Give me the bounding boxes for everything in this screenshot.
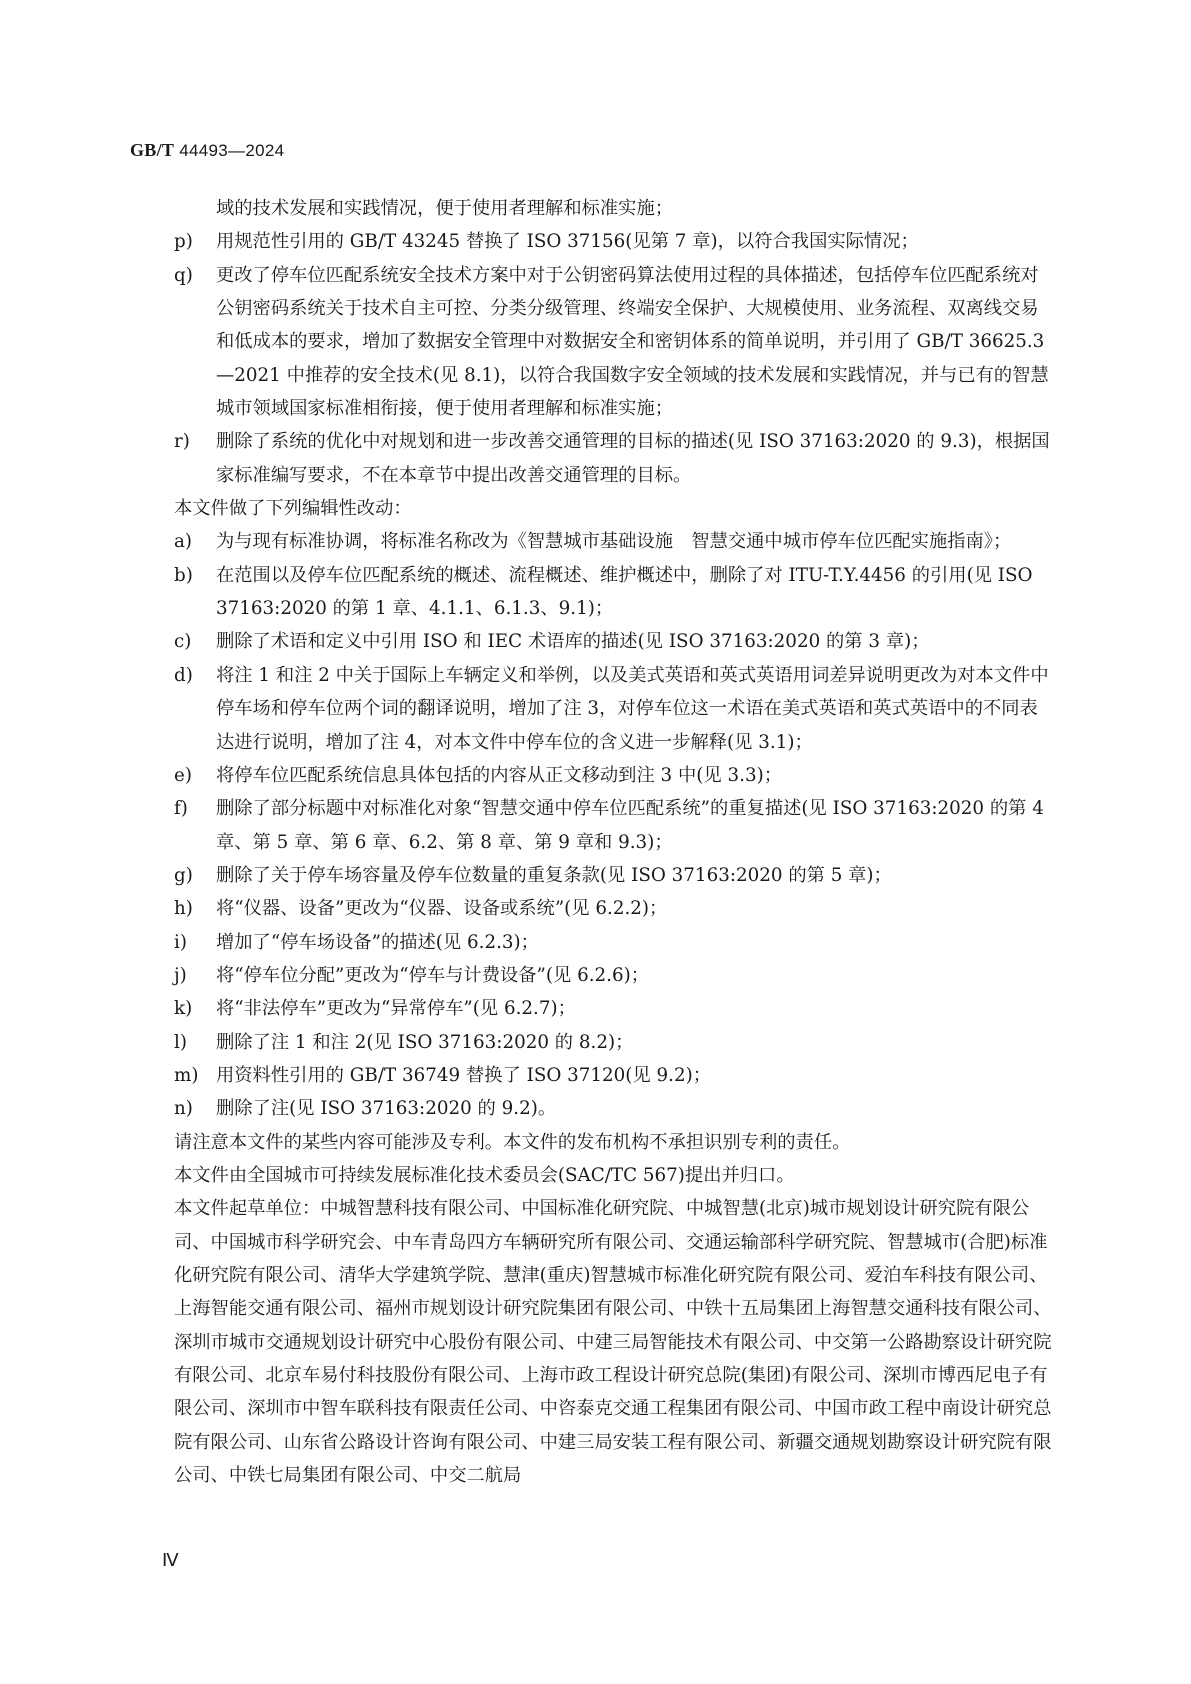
- list-item-text: 为与现有标准协调，将标准名称改为《智慧城市基础设施 智慧交通中城市停车位匹配实施指南》；: [216, 531, 1012, 553]
- list-item: [174, 659, 1052, 759]
- list-item: [174, 259, 1052, 426]
- list-item-text: 删除了注 1 和注 2(见 ISO 37163:2020 的 8.2)；: [216, 1031, 634, 1053]
- list-item: [174, 959, 1052, 992]
- list-item: [174, 926, 1052, 959]
- list-item: [174, 1059, 1052, 1092]
- list-item: [174, 425, 1052, 492]
- list-item-text: 删除了系统的优化中对规划和进一步改善交通管理的目标的描述(见 ISO 37163:2020 的 9.3)，根据国家标准编写要求，不在本章节中提出改善交通管理的目标。: [216, 431, 1050, 486]
- list-item-text: 删除了部分标题中对标准化对象“智慧交通中停车位匹配系统”的重复描述(见 ISO 37163:2020 的第 4 章、第 5 章、第 6 章、6.2、第 8 章、第 9 章和 9.3)；: [216, 798, 1044, 853]
- list-item-label: m): [174, 1064, 199, 1086]
- list-item: [174, 525, 1052, 558]
- list-item: [174, 859, 1052, 892]
- standard-id-number: 44493—2024: [179, 141, 285, 160]
- list-item: [174, 892, 1052, 925]
- list-item-text: 用规范性引用的 GB/T 43245 替换了 ISO 37156(见第 7 章)，以符合我国实际情况；: [216, 231, 919, 253]
- standard-id-prefix: GB/T: [130, 140, 175, 160]
- document-body: [174, 192, 1052, 1492]
- technical-changes-list: [174, 225, 1052, 492]
- list-item-label: i): [174, 931, 187, 953]
- list-item-label: b): [174, 564, 193, 586]
- list-item-label: j): [174, 964, 187, 986]
- proposed-by: 本文件由全国城市可持续发展标准化技术委员会(SAC/TC 567)提出并归口。: [174, 1164, 795, 1186]
- list-item-label: r): [174, 431, 190, 453]
- list-item: [174, 1026, 1052, 1059]
- list-item-label: l): [174, 1031, 187, 1053]
- list-item-label: d): [174, 664, 193, 686]
- list-item: [174, 625, 1052, 658]
- list-item: [174, 792, 1052, 859]
- list-item-text: 将停车位匹配系统信息具体包括的内容从正文移动到注 3 中(见 3.3)；: [216, 764, 782, 786]
- list-item-text: 将“仪器、设备”更改为“仪器、设备或系统”(见 6.2.2)；: [216, 898, 668, 920]
- page-number: Ⅳ: [162, 1550, 179, 1570]
- list-item-label: n): [174, 1098, 193, 1120]
- list-item: [174, 1092, 1052, 1125]
- list-item-label: q): [174, 264, 193, 286]
- editorial-intro: 本文件做了下列编辑性改动：: [174, 498, 412, 520]
- list-item-text: 用资料性引用的 GB/T 36749 替换了 ISO 37120(见 9.2)；: [216, 1064, 712, 1086]
- list-item-label: h): [174, 898, 193, 920]
- list-item-text: 删除了注(见 ISO 37163:2020 的 9.2)。: [216, 1098, 557, 1120]
- list-item-text: 将注 1 和注 2 中关于国际上车辆定义和举例，以及美式英语和英式英语用词差异说明更改为对本文件中停车场和停车位两个词的翻译说明，增加了注 3，对停车位这一术语在美式英语和英式英语中的不同表达进行说明，增加了注 4，对本文件中停车位的含义进一步解释(见 3.1)；: [216, 664, 1049, 753]
- list-item-text: 在范围以及停车位匹配系统的概述、流程概述、维护概述中，删除了对 ITU-T.Y.4456 的引用(见 ISO 37163:2020 的第 1 章、4.1.1、6.1.3、9.1)；: [216, 564, 1033, 620]
- list-item-text: 将“非法停车”更改为“异常停车”(见 6.2.7)；: [216, 998, 576, 1020]
- list-item-label: c): [174, 631, 192, 653]
- list-item-label: g): [174, 864, 193, 886]
- continuation-line: 域的技术发展和实践情况，便于使用者理解和标准实施；: [216, 198, 674, 219]
- list-item-label: p): [174, 231, 193, 253]
- list-item: [174, 225, 1052, 258]
- list-item-label: f): [174, 798, 188, 820]
- list-item-label: e): [174, 764, 192, 786]
- list-item: [174, 992, 1052, 1025]
- list-item-text: 增加了“停车场设备”的描述(见 6.2.3)；: [216, 931, 539, 953]
- list-item-text: 删除了术语和定义中引用 ISO 和 IEC 术语库的描述(见 ISO 37163:2020 的第 3 章)；: [216, 631, 930, 653]
- patent-notice: 请注意本文件的某些内容可能涉及专利。本文件的发布机构不承担识别专利的责任。: [174, 1131, 851, 1153]
- list-item-label: a): [174, 531, 193, 553]
- list-item-label: k): [174, 998, 193, 1020]
- list-item: [174, 559, 1052, 626]
- list-item-text: 更改了停车位匹配系统安全技术方案中对于公钥密码算法使用过程的具体描述，包括停车位匹配系统对公钥密码系统关于技术自主可控、分类分级管理、终端安全保护、大规模使用、业务流程、双离线交易和低成本的要求，增加了数据安全管理中对数据安全和密钥体系的简单说明，并引用了 GB/T 36625.3—2021 中推荐的安全技术(见 8.1)，以符合我国数字安全领域的技术发展和实践情况，并与已有的智慧城市领域国家标准相衔接，便于使用者理解和标准实施；: [216, 264, 1049, 420]
- drafting-units: 本文件起草单位：中城智慧科技有限公司、中国标准化研究院、中城智慧(北京)城市规划设计研究院有限公司、中国城市科学研究会、中车青岛四方车辆研究所有限公司、交通运输部科学研究院、智慧城市(合肥)标准化研究院有限公司、清华大学建筑学院、慧津(重庆)智慧城市标准化研究院有限公司、爱泊车科技有限公司、上海智能交通有限公司、福州市规划设计研究院集团有限公司、中铁十五局集团上海智慧交通科技有限公司、深圳市城市交通规划设计研究中心股份有限公司、中建三局智能技术有限公司、中交第一公路勘察设计研究院有限公司、北京车易付科技股份有限公司、上海市政工程设计研究总院(集团)有限公司、深圳市博西尼电子有限公司、深圳市中智车联科技有限责任公司、中咨泰克交通工程集团有限公司、中国市政工程中南设计研究总院有限公司、山东省公路设计咨询有限公司、中建三局安装工程有限公司、新疆交通规划勘察设计研究院有限公司、中铁七局集团有限公司、中交二航局: [174, 1198, 1052, 1487]
- editorial-changes-list: [174, 525, 1052, 1125]
- list-item: [174, 759, 1052, 792]
- standard-id: [130, 140, 284, 161]
- list-item-text: 将“停车位分配”更改为“停车与计费设备”(见 6.2.6)；: [216, 964, 650, 986]
- list-item-text: 删除了关于停车场容量及停车位数量的重复条款(见 ISO 37163:2020 的第 5 章)；: [216, 864, 892, 886]
